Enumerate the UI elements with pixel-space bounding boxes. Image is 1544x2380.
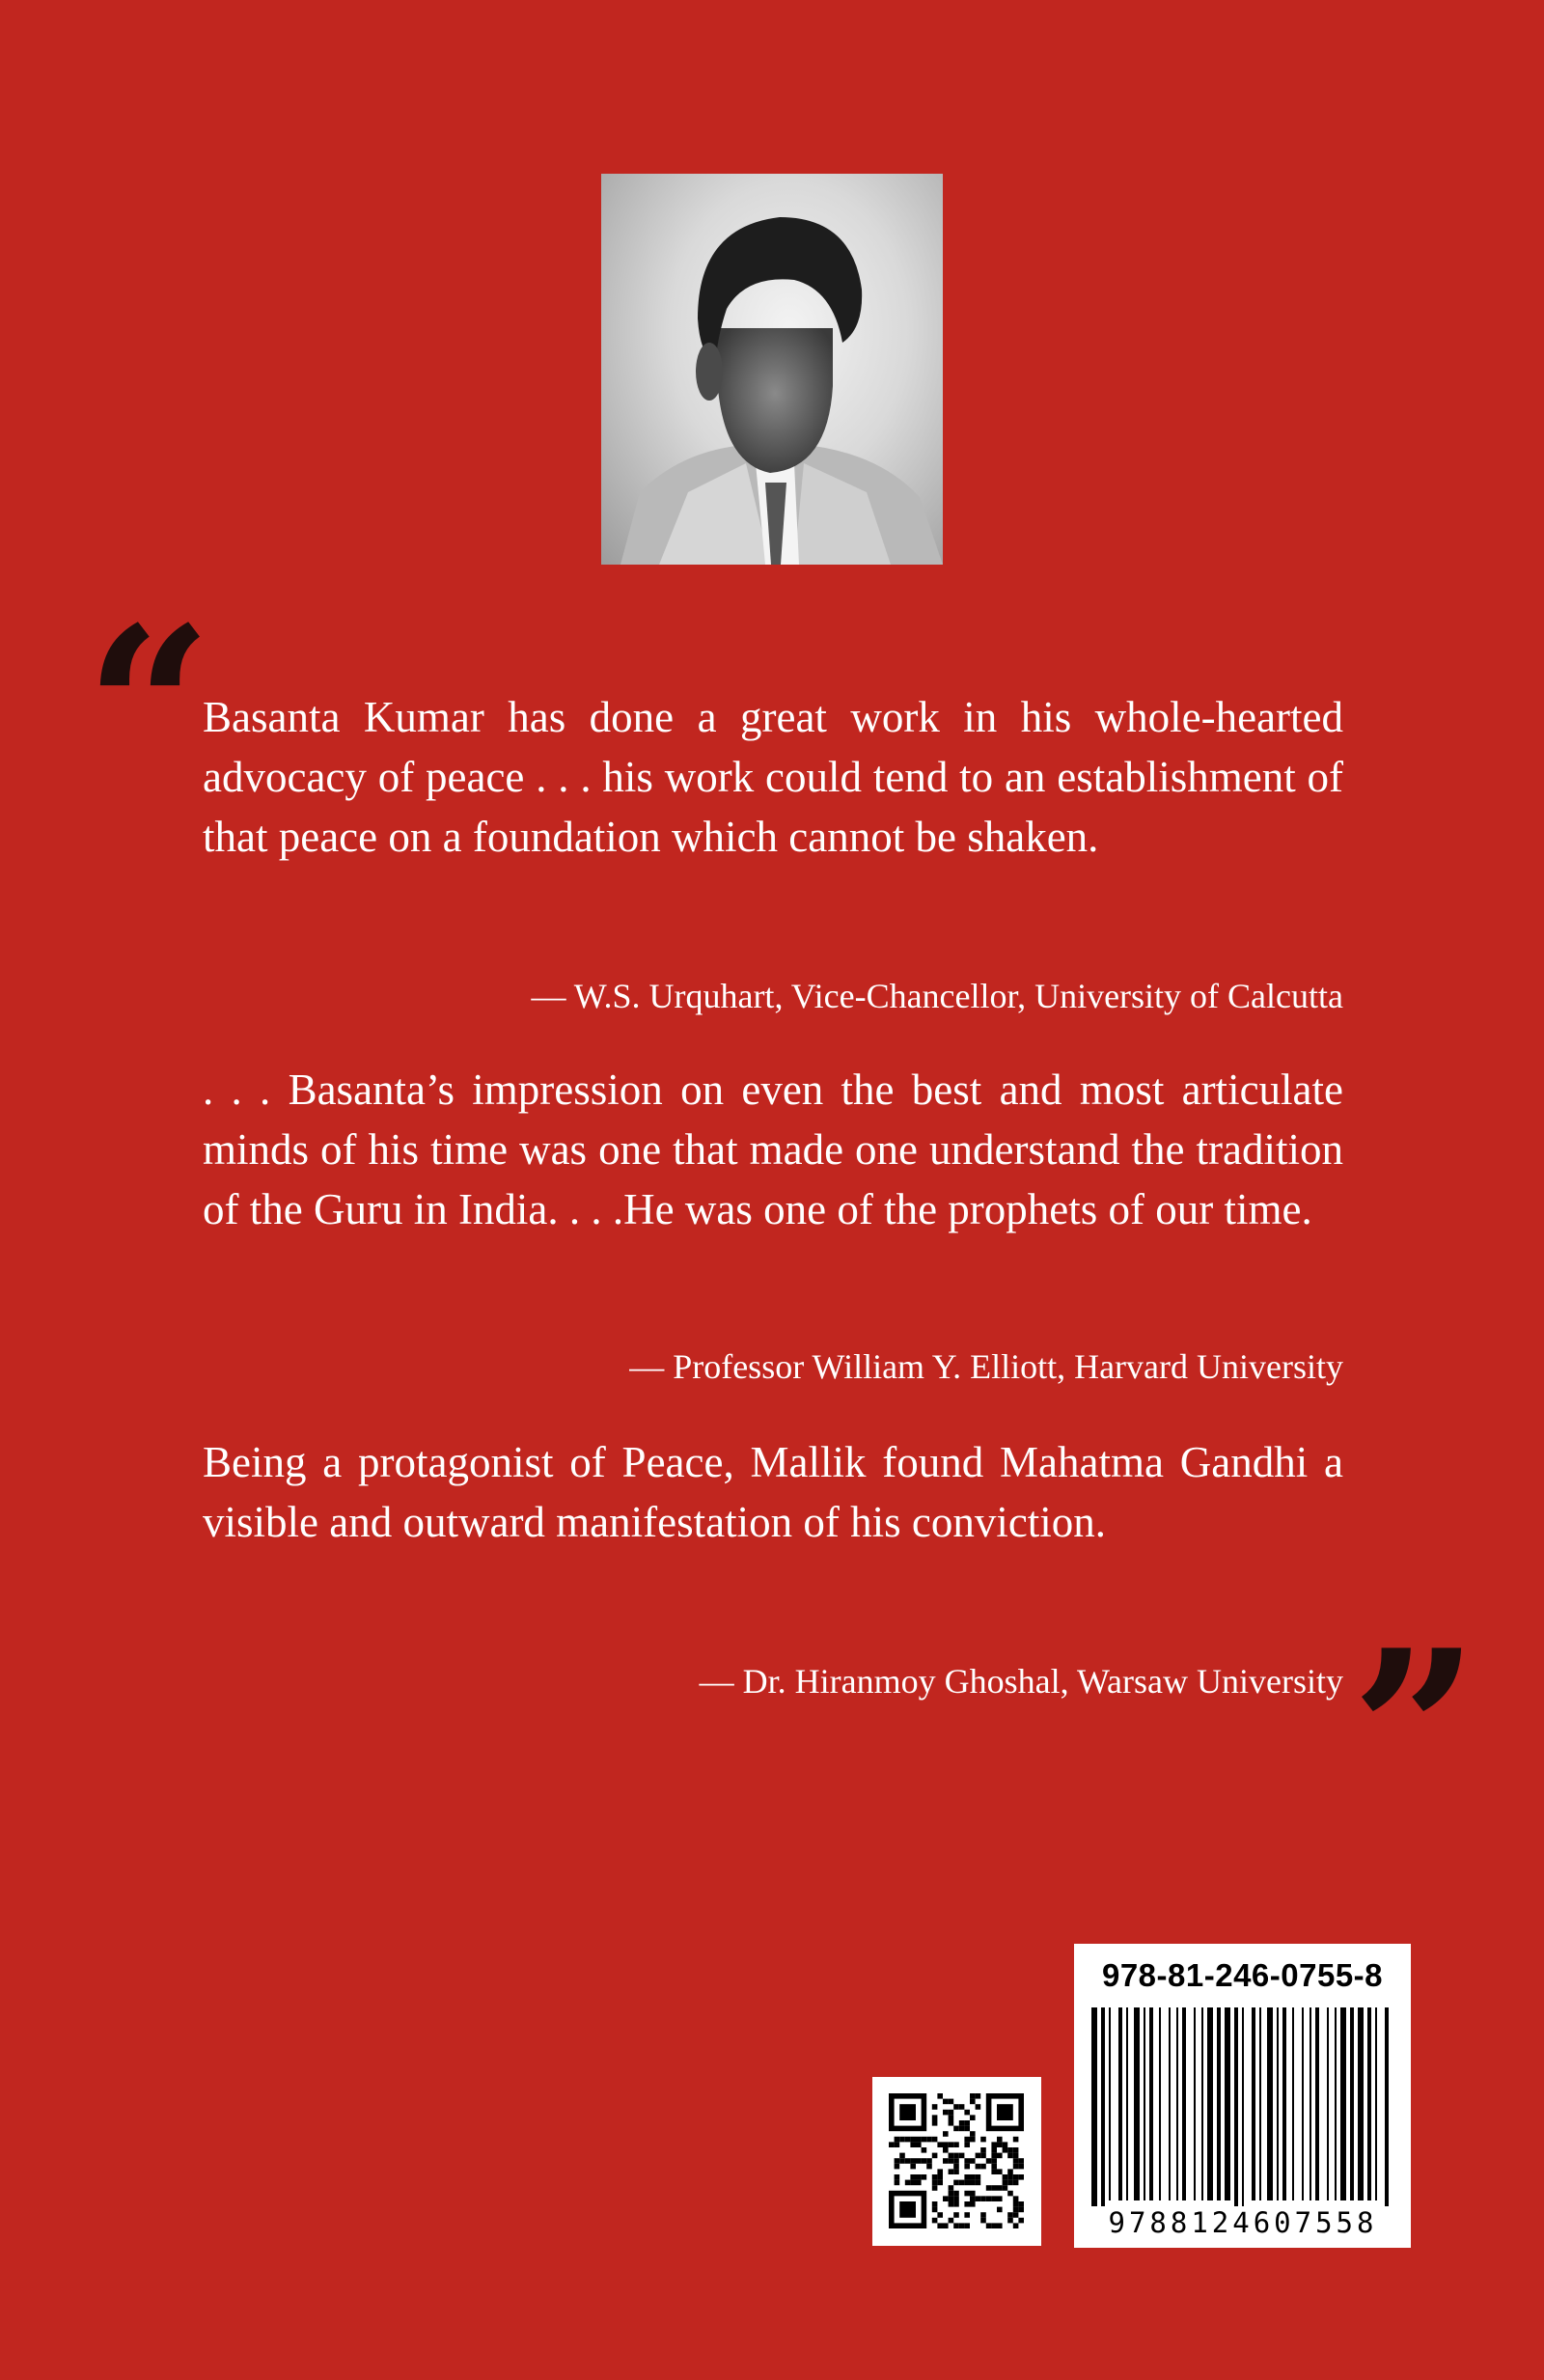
qr-module <box>1013 2137 1019 2143</box>
qr-module <box>991 2164 997 2170</box>
qr-module <box>959 2126 965 2132</box>
isbn-number: 978-81-246-0755-8 <box>1101 1957 1384 1993</box>
qr-module <box>895 2180 900 2186</box>
qr-module <box>959 2120 965 2126</box>
qr-module <box>1003 2174 1008 2180</box>
qr-module <box>991 2158 997 2164</box>
qr-module <box>949 2158 954 2164</box>
barcode-bar <box>1217 2007 1221 2200</box>
barcode-bar <box>1310 2007 1311 2200</box>
barcode-bar <box>1259 2007 1261 2200</box>
qr-module <box>953 2126 959 2132</box>
qr-module <box>970 2115 976 2120</box>
barcode-bar <box>1149 2007 1153 2200</box>
qr-module <box>943 2158 949 2164</box>
barcode-bar <box>1194 2007 1196 2200</box>
qr-module <box>937 2212 943 2218</box>
qr-module <box>943 2142 949 2147</box>
qr-module <box>959 2153 965 2159</box>
qr-module <box>991 2223 997 2228</box>
qr-module <box>899 2137 905 2143</box>
barcode-bar <box>1282 2007 1286 2200</box>
barcode-bar <box>1201 2007 1203 2200</box>
qr-module <box>964 2174 970 2180</box>
qr-module <box>937 2169 943 2174</box>
qr-module <box>997 2207 1003 2213</box>
qr-module <box>1013 2147 1019 2153</box>
author-portrait-photo <box>601 174 943 565</box>
qr-module <box>932 2185 938 2191</box>
barcode-icon <box>1088 2007 1397 2216</box>
qr-module <box>997 2142 1003 2147</box>
qr-module <box>991 2147 997 2153</box>
qr-module <box>949 2201 954 2207</box>
qr-module <box>910 2174 916 2180</box>
barcode-bar <box>1176 2007 1178 2200</box>
qr-module <box>932 2115 938 2120</box>
quote-2 <box>203 1060 1343 1239</box>
barcode-bar <box>1327 2007 1329 2200</box>
qr-module <box>953 2104 959 2110</box>
qr-module <box>970 2137 976 2143</box>
quote-attribution: — Professor William Y. Elliott, Harvard University <box>629 1347 1343 1386</box>
qr-module <box>922 2174 927 2180</box>
qr-module <box>953 2191 959 2197</box>
barcode-bar <box>1091 2007 1097 2216</box>
barcode-bar <box>1225 2007 1230 2200</box>
barcode-bar <box>1375 2007 1377 2200</box>
qr-module <box>943 2196 949 2201</box>
qr-module <box>905 2137 911 2143</box>
qr-finder-square <box>899 2104 916 2120</box>
qr-module <box>910 2180 916 2186</box>
qr-module <box>895 2137 900 2143</box>
qr-module <box>970 2099 976 2105</box>
qr-module <box>1013 2196 1019 2201</box>
qr-module <box>953 2223 959 2228</box>
barcode-bar <box>1182 2007 1186 2200</box>
barcode-bar <box>1302 2007 1304 2200</box>
qr-module <box>953 2153 959 2159</box>
qr-module <box>937 2174 943 2180</box>
qr-module <box>1007 2212 1013 2218</box>
qr-module <box>970 2131 976 2137</box>
qr-module <box>953 2158 959 2164</box>
qr-module <box>970 2201 976 2207</box>
qr-module <box>964 2201 970 2207</box>
qr-module <box>1018 2174 1024 2180</box>
qr-module <box>910 2164 916 2170</box>
qr-module <box>991 2142 997 2147</box>
qr-module <box>991 2169 997 2174</box>
qr-module <box>991 2153 997 2159</box>
qr-module <box>964 2180 970 2186</box>
qr-module <box>926 2158 932 2164</box>
qr-module <box>970 2158 976 2164</box>
qr-module <box>1007 2218 1013 2224</box>
qr-module <box>986 2158 992 2164</box>
barcode-bar <box>1315 2007 1319 2200</box>
qr-module <box>970 2196 976 2201</box>
barcode-bar <box>1367 2007 1371 2200</box>
barcode-bar <box>1252 2007 1255 2200</box>
qr-module <box>953 2142 959 2147</box>
qr-module <box>964 2137 970 2143</box>
quote-attribution: — Dr. Hiranmoy Ghoshal, Warsaw University <box>699 1662 1343 1701</box>
qr-module <box>976 2093 981 2099</box>
qr-module <box>976 2174 981 2180</box>
barcode-bar <box>1335 2007 1337 2200</box>
qr-module <box>980 2212 986 2218</box>
qr-module <box>991 2196 997 2201</box>
barcode-bar <box>1101 2007 1105 2216</box>
qr-module <box>910 2142 916 2147</box>
qr-module <box>964 2142 970 2147</box>
qr-module <box>910 2137 916 2143</box>
qr-module <box>932 2207 938 2213</box>
quote-3 <box>203 1432 1343 1552</box>
qr-module <box>1003 2147 1008 2153</box>
qr-module <box>1018 2164 1024 2170</box>
qr-module <box>932 2137 938 2143</box>
quote-1 <box>203 687 1343 867</box>
qr-module <box>899 2158 905 2164</box>
barcode-bar <box>1109 2007 1111 2200</box>
quote-attribution: — W.S. Urquhart, Vice-Chancellor, University of Calcutta <box>531 977 1343 1015</box>
qr-module <box>943 2099 949 2105</box>
qr-module <box>970 2191 976 2197</box>
qr-module <box>976 2196 981 2201</box>
attribution-3 <box>203 1660 1343 1702</box>
qr-module <box>964 2110 970 2116</box>
qr-module <box>1003 2180 1008 2186</box>
barcode-bar <box>1350 2007 1354 2200</box>
quote-text: Basanta Kumar has done a great work in his whole-hearted advocacy of peace . . . his work could tend to an establishment of that peace on a foundation which cannot be shaken. <box>203 693 1343 861</box>
qr-module <box>943 2223 949 2228</box>
barcode-bar <box>1234 2007 1238 2216</box>
qr-module <box>943 2147 949 2153</box>
qr-module <box>922 2158 927 2164</box>
qr-module <box>964 2164 970 2170</box>
qr-module <box>937 2180 943 2186</box>
qr-module <box>1013 2207 1019 2213</box>
qr-module <box>953 2164 959 2170</box>
qr-module <box>964 2191 970 2197</box>
qr-module <box>964 2120 970 2126</box>
isbn-barcode <box>1074 1944 1411 2248</box>
qr-module <box>916 2180 922 2186</box>
qr-module <box>1018 2158 1024 2164</box>
qr-module <box>905 2180 911 2186</box>
qr-module <box>1013 2174 1019 2180</box>
qr-module <box>953 2201 959 2207</box>
qr-module <box>986 2185 992 2191</box>
qr-module <box>953 2212 959 2218</box>
qr-module <box>949 2153 954 2159</box>
qr-finder-square <box>899 2201 916 2218</box>
barcode-bar <box>1118 2007 1122 2200</box>
qr-module <box>964 2158 970 2164</box>
qr-module <box>943 2110 949 2116</box>
qr-module <box>949 2169 954 2174</box>
qr-module <box>916 2142 922 2147</box>
qr-module <box>976 2153 981 2159</box>
qr-module <box>937 2093 943 2099</box>
qr-module <box>997 2169 1003 2174</box>
qr-module <box>953 2169 959 2174</box>
barcode-bar <box>1159 2007 1161 2200</box>
qr-module <box>949 2099 954 2105</box>
qr-module <box>976 2180 981 2186</box>
close-quote-icon: ” <box>1351 1602 1479 1863</box>
qr-module <box>1018 2207 1024 2213</box>
qr-module <box>964 2223 970 2228</box>
barcode-bar <box>1358 2007 1364 2200</box>
qr-module <box>1003 2142 1008 2147</box>
qr-module <box>895 2164 900 2170</box>
barcode-bar <box>1126 2007 1128 2200</box>
qr-module <box>932 2153 938 2159</box>
qr-code-icon <box>872 2077 1041 2246</box>
barcode-bar <box>1242 2007 1244 2216</box>
qr-module <box>895 2174 900 2180</box>
qr-module <box>980 2147 986 2153</box>
barcode-bar <box>1207 2007 1213 2200</box>
qr-module <box>910 2158 916 2164</box>
qr-module <box>986 2223 992 2228</box>
qr-module <box>976 2104 981 2110</box>
qr-module <box>949 2115 954 2120</box>
qr-module <box>970 2180 976 2186</box>
qr-module <box>899 2153 905 2159</box>
qr-module <box>926 2137 932 2143</box>
qr-module <box>980 2196 986 2201</box>
qr-module <box>970 2174 976 2180</box>
qr-module <box>949 2196 954 2201</box>
qr-module <box>1018 2201 1024 2207</box>
qr-module <box>959 2104 965 2110</box>
barcode-bar <box>1277 2007 1279 2200</box>
barcode-bar <box>1292 2007 1294 2200</box>
quote-text: Being a protagonist of Peace, Mallik found Mahatma Gandhi a visible and outward manifestation of his conviction. <box>203 1438 1343 1546</box>
qr-module <box>997 2185 1003 2191</box>
qr-module <box>1013 2153 1019 2159</box>
qr-module <box>976 2164 981 2170</box>
qr-module <box>895 2142 900 2147</box>
attribution-2 <box>203 1345 1343 1388</box>
isbn-digits: 9788124607558 <box>1084 2206 1402 2239</box>
qr-module <box>1013 2223 1019 2228</box>
qr-module <box>905 2158 911 2164</box>
qr-module <box>1013 2164 1019 2170</box>
qr-module <box>1007 2191 1013 2197</box>
qr-module <box>932 2104 938 2110</box>
qr-module <box>932 2180 938 2186</box>
qr-module <box>949 2191 954 2197</box>
qr-module <box>949 2218 954 2224</box>
barcode-bar <box>1169 2007 1171 2200</box>
qr-module <box>932 2120 938 2126</box>
qr-module <box>997 2223 1003 2228</box>
qr-module <box>1007 2153 1013 2159</box>
barcode-bar <box>1144 2007 1145 2200</box>
qr-module <box>980 2218 986 2224</box>
qr-module <box>964 2212 970 2218</box>
qr-module <box>1013 2201 1019 2207</box>
qr-module <box>932 2218 938 2224</box>
qr-module <box>959 2223 965 2228</box>
qr-module <box>997 2137 1003 2143</box>
open-quote-icon: “ <box>85 579 213 840</box>
qr-finder-square <box>997 2104 1013 2120</box>
qr-module <box>964 2126 970 2132</box>
qr-module <box>932 2174 938 2180</box>
qr-module <box>997 2153 1003 2159</box>
qr-module <box>949 2120 954 2126</box>
qr-module <box>889 2142 895 2147</box>
qr-module <box>970 2093 976 2099</box>
qr-module <box>1013 2158 1019 2164</box>
qr-module <box>991 2185 997 2191</box>
qr-module <box>1007 2174 1013 2180</box>
qr-module <box>922 2137 927 2143</box>
qr-module <box>943 2131 949 2137</box>
qr-module <box>926 2164 932 2170</box>
qr-module <box>997 2196 1003 2201</box>
qr-module <box>1007 2180 1013 2186</box>
qr-module <box>937 2142 943 2147</box>
qr-module <box>916 2174 922 2180</box>
qr-module <box>980 2164 986 2170</box>
qr-module <box>980 2137 986 2143</box>
qr-code <box>872 2077 1041 2246</box>
qr-module <box>922 2147 927 2153</box>
qr-module <box>949 2142 954 2147</box>
qr-module <box>953 2196 959 2201</box>
barcode-bar <box>1267 2007 1273 2200</box>
author-portrait <box>601 174 943 565</box>
barcode-bar <box>1340 2007 1346 2200</box>
qr-module <box>1007 2147 1013 2153</box>
qr-module <box>937 2223 943 2228</box>
qr-module <box>895 2158 900 2164</box>
attribution-1 <box>203 975 1343 1017</box>
qr-module <box>949 2185 954 2191</box>
barcode-bar <box>1385 2007 1389 2216</box>
quote-text: . . . Basanta’s impression on even the best and most articulate minds of his time was one that made one understand the tradition of the Guru in India. . . .He was one of the prophets of our time. <box>203 1065 1343 1233</box>
qr-module <box>986 2196 992 2201</box>
qr-module <box>980 2153 986 2159</box>
qr-module <box>949 2110 954 2116</box>
qr-module <box>916 2158 922 2164</box>
qr-module <box>916 2137 922 2143</box>
qr-module <box>1007 2169 1013 2174</box>
qr-module <box>1013 2212 1019 2218</box>
qr-module <box>1013 2180 1019 2186</box>
qr-module <box>959 2180 965 2186</box>
qr-module <box>953 2180 959 2186</box>
barcode-bar <box>1134 2007 1140 2200</box>
qr-module <box>932 2201 938 2207</box>
qr-module <box>1018 2218 1024 2224</box>
qr-module <box>1003 2185 1008 2191</box>
